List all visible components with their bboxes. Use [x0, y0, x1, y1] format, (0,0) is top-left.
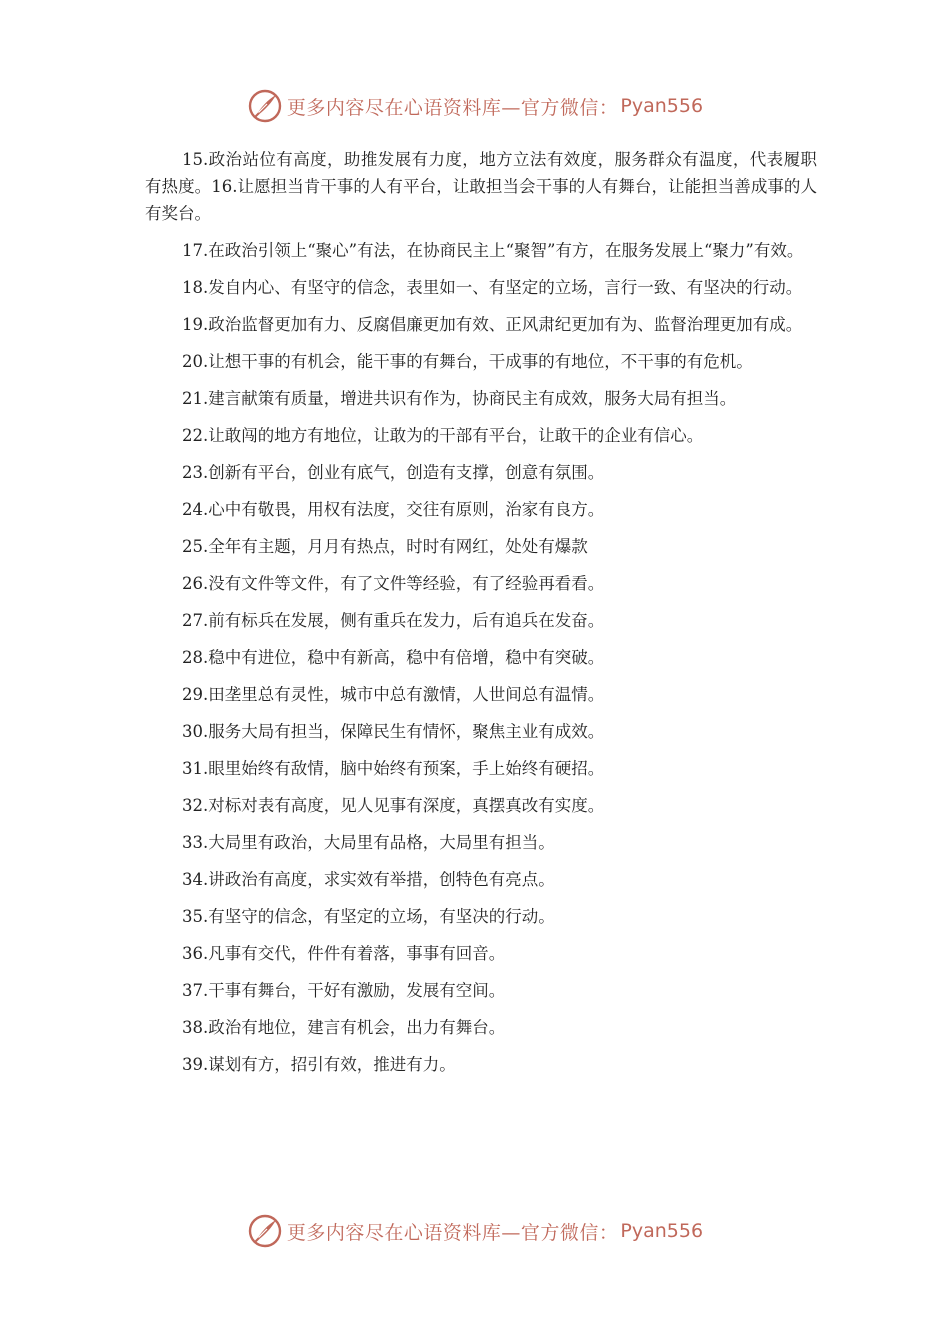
paragraph-27: 27.前有标兵在发展，侧有重兵在发力，后有追兵在发奋。: [182, 611, 605, 630]
paragraph-35: 35.有坚守的信念，有坚定的立场，有坚决的行动。: [182, 907, 555, 926]
document-body: [145, 146, 817, 1088]
banner-text: 更多内容尽在心语资料库—官方微信：: [286, 1221, 619, 1244]
paragraph-20: 20.让想干事的有机会，能干事的有舞台，干成事的有地位，不干事的有危机。: [182, 352, 753, 371]
paragraph-26: 26.没有文件等文件，有了文件等经验，有了经验再看看。: [182, 574, 605, 593]
paragraph-29: 29.田垄里总有灵性，城市中总有激情，人世间总有温情。: [182, 685, 605, 704]
paragraph-23: 23.创新有平台，创业有底气，创造有支撑，创意有氛围。: [182, 463, 605, 482]
feather-pen-logo-icon: [247, 88, 283, 124]
paragraph-31: 31.眼里始终有敌情，脑中始终有预案，手上始终有硬招。: [182, 759, 605, 778]
footer-banner: [0, 1211, 950, 1251]
paragraph-22: 22.让敢闯的地方有地位，让敢为的干部有平台，让敢干的企业有信心。: [182, 426, 704, 445]
paragraph-24: 24.心中有敬畏，用权有法度，交往有原则，治家有良方。: [182, 500, 605, 519]
paragraph-37: 37.干事有舞台，干好有激励，发展有空间。: [182, 981, 506, 1000]
paragraph-28: 28.稳中有进位，稳中有新高，稳中有倍增，稳中有突破。: [182, 648, 605, 667]
feather-pen-logo-icon: [247, 1213, 283, 1249]
paragraph-32: 32.对标对表有高度，见人见事有深度，真摆真改有实度。: [182, 796, 605, 815]
paragraph-17: 17.在政治引领上“聚心”有法，在协商民主上“聚智”有方，在服务发展上“聚力”有效。: [182, 241, 804, 260]
paragraph-30: 30.服务大局有担当，保障民生有情怀，聚焦主业有成效。: [182, 722, 605, 741]
paragraph-21: 21.建言献策有质量，增进共识有作为，协商民主有成效，服务大局有担当。: [182, 389, 737, 408]
paragraph-15-16: 15.政治站位有高度，助推发展有力度，地方立法有效度，服务群众有温度，代表履职有热度。16.让愿担当肯干事的人有平台，让敢担当会干事的人有舞台，让能担当善成事的人有奖台。: [145, 150, 817, 223]
paragraph-18: 18.发自内心、有坚守的信念，表里如一、有坚定的立场，言行一致、有坚决的行动。: [182, 278, 803, 297]
paragraph-36: 36.凡事有交代，件件有着落，事事有回音。: [182, 944, 506, 963]
paragraph-33: 33.大局里有政治，大局里有品格，大局里有担当。: [182, 833, 555, 852]
banner-text: 更多内容尽在心语资料库—官方微信：: [286, 96, 619, 119]
paragraph-39: 39.谋划有方，招引有效，推进有力。: [182, 1055, 456, 1074]
banner-wechat-id: Pyan556: [620, 1220, 704, 1242]
paragraph-38: 38.政治有地位，建言有机会，出力有舞台。: [182, 1018, 506, 1037]
header-banner: [0, 86, 950, 126]
paragraph-25: 25.全年有主题，月月有热点，时时有网红，处处有爆款: [182, 537, 588, 556]
banner-wechat-id: Pyan556: [620, 95, 704, 117]
paragraph-34: 34.讲政治有高度，求实效有举措，创特色有亮点。: [182, 870, 555, 889]
paragraph-19: 19.政治监督更加有力、反腐倡廉更加有效、正风肃纪更加有为、监督治理更加有成。: [182, 315, 803, 334]
